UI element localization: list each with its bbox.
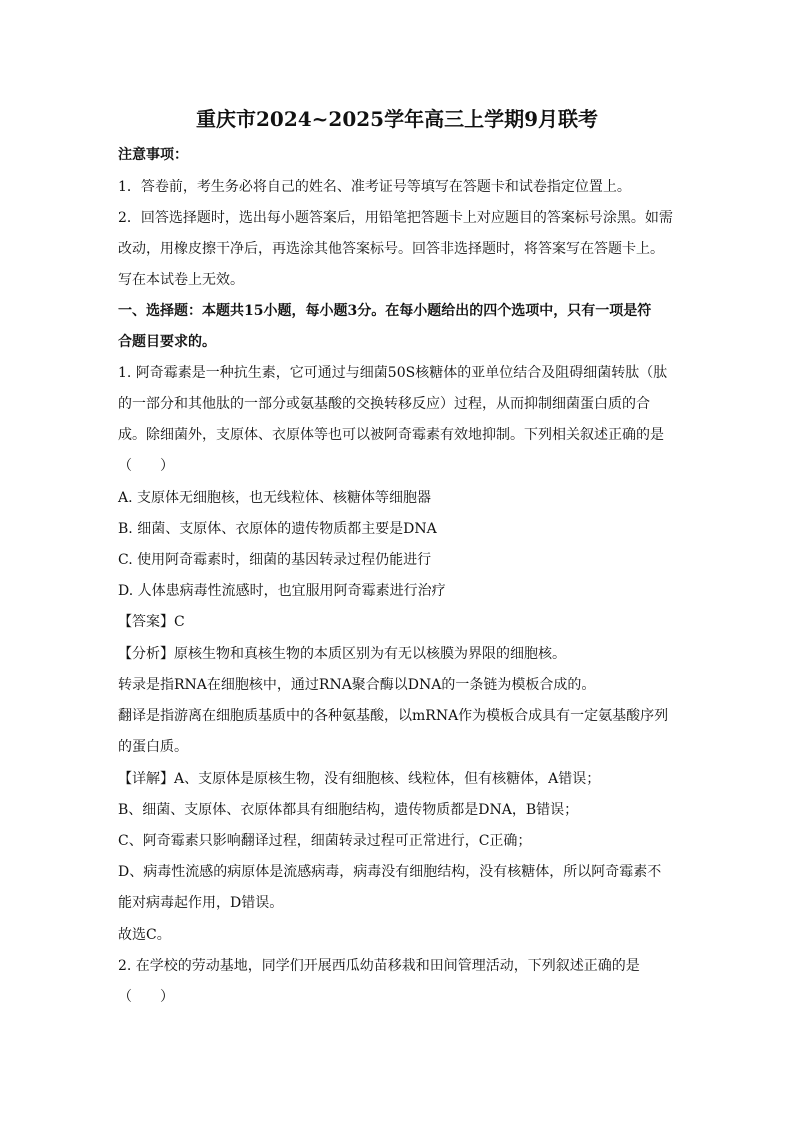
page-title: 重庆市2024~2025学年高三上学期9月联考 <box>195 107 598 131</box>
q1-option-d: D. 人体患病毒性流感时，也宜服用阿奇霉素进行治疗 <box>118 583 446 599</box>
notice-item-1: 1．答卷前，考生务必将自己的姓名、准考证号等填写在答题卡和试卷指定位置上。 <box>118 179 631 195</box>
q2-stem-line-1: 2. 在学校的劳动基地，同学们开展西瓜幼苗移栽和田间管理活动，下列叙述正确的是 <box>118 958 640 974</box>
notice-heading: 注意事项： <box>118 147 188 163</box>
q1-analysis-line-3: 翻译是指游离在细胞质基质中的各种氨基酸，以mRNA作为模板合成具有一定氨基酸序列 <box>118 708 669 724</box>
q1-detail-c: C、阿奇霉素只影响翻译过程，细菌转录过程可正常进行，C正确； <box>118 833 532 849</box>
q1-analysis-line-2: 转录是指RNA在细胞核中，通过RNA聚合酶以DNA的一条链为模板合成的。 <box>118 677 596 693</box>
q1-detail-a: 【详解】A、支原体是原核生物，没有细胞核、线粒体，但有核糖体，A错误； <box>118 771 601 787</box>
q1-answer-blank: （ ） <box>118 458 174 474</box>
q1-detail-d-line-1: D、病毒性流感的病原体是流感病毒，病毒没有细胞结构，没有核糖体，所以阿奇霉素不 <box>118 864 662 880</box>
q1-option-a: A. 支原体无细胞核，也无线粒体、核糖体等细胞器 <box>118 490 432 506</box>
q1-option-c: C. 使用阿奇霉素时，细菌的基因转录过程仍能进行 <box>118 552 432 568</box>
q1-conclusion: 故选C。 <box>118 927 171 943</box>
q1-answer: 【答案】C <box>118 614 185 630</box>
q1-detail-d-line-2: 能对病毒起作用，D错误。 <box>118 895 284 911</box>
q1-detail-b: B、细菌、支原体、衣原体都具有细胞结构，遗传物质都是DNA，B错误； <box>118 802 579 818</box>
notice-item-2-line-1: 2．回答选择题时，选出每小题答案后，用铅笔把答题卡上对应题目的答案标号涂黑。如需 <box>118 210 673 226</box>
notice-item-2-line-2: 改动，用橡皮擦干净后，再选涂其他答案标号。回答非选择题时，将答案写在答题卡上。 <box>118 241 664 257</box>
q1-analysis-line-1: 【分析】原核生物和真核生物的本质区别为有无以核膜为界限的细胞核。 <box>118 646 566 662</box>
q1-stem-line-1: 1. 阿奇霉素是一种抗生素，它可通过与细菌50S核糖体的亚单位结合及阻碍细菌转肽（肽 <box>118 365 668 381</box>
q1-stem-line-3: 成。除细菌外，支原体、衣原体等也可以被阿奇霉素有效地抑制。下列相关叙述正确的是 <box>118 427 664 443</box>
section-heading-line-1: 一、选择题：本题共15小题，每小题3分。在每小题给出的四个选项中，只有一项是符 <box>118 303 652 319</box>
section-heading-line-2: 合题目要求的。 <box>118 334 216 350</box>
q1-option-b: B. 细菌、支原体、衣原体的遗传物质都主要是DNA <box>118 521 437 537</box>
q2-answer-blank: （ ） <box>118 989 174 1005</box>
notice-item-2-line-3: 写在本试卷上无效。 <box>118 272 244 288</box>
q1-analysis-line-4: 的蛋白质。 <box>118 739 188 755</box>
q1-stem-line-2: 的一部分和其他肽的一部分或氨基酸的交换转移反应）过程，从而抑制细菌蛋白质的合 <box>118 396 650 412</box>
